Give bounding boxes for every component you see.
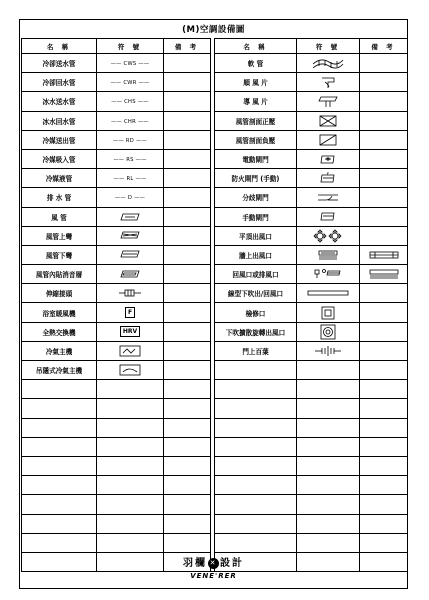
left-symbol bbox=[97, 514, 164, 533]
left-name: 全熱交換機 bbox=[22, 322, 97, 341]
left-name bbox=[22, 456, 97, 475]
right-name: 分歧閘門 bbox=[215, 188, 297, 207]
symbol-drawing bbox=[119, 213, 141, 221]
right-symbol bbox=[297, 92, 360, 111]
symbol-drawing bbox=[318, 117, 338, 125]
right-note bbox=[360, 284, 408, 303]
right-symbol bbox=[297, 169, 360, 188]
right-symbol bbox=[297, 54, 360, 73]
header-left-name: 名 稱 bbox=[22, 39, 97, 54]
left-note bbox=[164, 73, 211, 92]
left-name: 風管內貼消音層 bbox=[22, 265, 97, 284]
left-name: 冰水回水管 bbox=[22, 111, 97, 130]
left-note bbox=[164, 380, 211, 399]
right-note bbox=[360, 169, 408, 188]
left-name: 風管上彎 bbox=[22, 226, 97, 245]
right-note bbox=[360, 399, 408, 418]
left-note bbox=[164, 514, 211, 533]
right-name: 回風口或排風口 bbox=[215, 265, 297, 284]
left-name: 冷媒液管 bbox=[22, 169, 97, 188]
table-row bbox=[22, 284, 408, 303]
right-note bbox=[360, 226, 408, 245]
left-symbol bbox=[97, 341, 164, 360]
symbol-code: —— RD —— bbox=[112, 137, 148, 144]
symbol-drawing bbox=[320, 309, 336, 317]
right-symbol bbox=[297, 533, 360, 552]
table-row bbox=[22, 265, 408, 284]
left-note bbox=[164, 92, 211, 111]
symbol-code: —— CHR —— bbox=[111, 118, 149, 125]
table-row bbox=[22, 207, 408, 226]
symbol-drawing bbox=[318, 136, 338, 144]
symbol-drawing bbox=[119, 232, 141, 240]
table-row bbox=[22, 245, 408, 264]
right-name bbox=[215, 437, 297, 456]
table-row bbox=[22, 341, 408, 360]
symbol-drawing bbox=[316, 193, 340, 201]
symbol-legend-table bbox=[21, 38, 408, 572]
left-note bbox=[164, 226, 211, 245]
left-note bbox=[164, 437, 211, 456]
right-symbol bbox=[297, 226, 360, 245]
left-name: 風 管 bbox=[22, 207, 97, 226]
right-note bbox=[360, 111, 408, 130]
left-name: 排 水 管 bbox=[22, 188, 97, 207]
logo-text-2: 設計 bbox=[220, 558, 244, 569]
right-note bbox=[360, 245, 408, 264]
left-symbol bbox=[97, 130, 164, 149]
table-row bbox=[22, 476, 408, 495]
left-name bbox=[22, 399, 97, 418]
right-note bbox=[360, 341, 408, 360]
symbol-drawing bbox=[119, 270, 141, 278]
left-name bbox=[22, 476, 97, 495]
table-row bbox=[22, 226, 408, 245]
right-note bbox=[360, 130, 408, 149]
right-note bbox=[360, 303, 408, 322]
symbol-drawing bbox=[319, 213, 337, 221]
left-note bbox=[164, 495, 211, 514]
header-right-symbol: 符 號 bbox=[297, 39, 360, 54]
right-symbol bbox=[297, 495, 360, 514]
right-symbol bbox=[297, 207, 360, 226]
left-symbol bbox=[97, 169, 164, 188]
right-note bbox=[360, 322, 408, 341]
right-note bbox=[360, 188, 408, 207]
legend-sheet bbox=[19, 19, 408, 589]
left-name: 冷卻回水管 bbox=[22, 73, 97, 92]
left-note bbox=[164, 533, 211, 552]
symbol-drawing bbox=[119, 347, 141, 355]
table-row bbox=[22, 322, 408, 341]
left-note bbox=[164, 207, 211, 226]
right-name bbox=[215, 361, 297, 380]
left-symbol bbox=[97, 188, 164, 207]
right-name: 線型下吹出/回風口 bbox=[215, 284, 297, 303]
left-symbol bbox=[97, 226, 164, 245]
symbol-code: —— CWR —— bbox=[110, 80, 150, 87]
table-row bbox=[22, 361, 408, 380]
svg-text:F: F bbox=[327, 171, 330, 176]
table-row bbox=[22, 418, 408, 437]
logo-text-1: 羽欄 bbox=[183, 558, 207, 569]
right-symbol bbox=[297, 380, 360, 399]
table-row bbox=[22, 495, 408, 514]
left-note bbox=[164, 399, 211, 418]
left-name bbox=[22, 418, 97, 437]
right-name: 手動閘門 bbox=[215, 207, 297, 226]
table-row bbox=[22, 303, 408, 322]
table-row bbox=[22, 169, 408, 188]
company-logo bbox=[20, 552, 407, 585]
symbol-drawing bbox=[317, 97, 339, 105]
left-symbol bbox=[97, 111, 164, 130]
right-symbol bbox=[297, 437, 360, 456]
symbol-code: —— RS —— bbox=[113, 157, 147, 164]
table-row bbox=[22, 111, 408, 130]
header-right-name: 名 稱 bbox=[215, 39, 297, 54]
left-symbol bbox=[97, 437, 164, 456]
table-row bbox=[22, 514, 408, 533]
left-name: 冷卻送水管 bbox=[22, 54, 97, 73]
table-row bbox=[22, 188, 408, 207]
symbol-code: —— CHS —— bbox=[111, 99, 149, 106]
symbol-code: —— D —— bbox=[114, 195, 146, 202]
symbol-code: HRV bbox=[120, 326, 140, 337]
right-symbol bbox=[297, 188, 360, 207]
right-name: 牆上出風口 bbox=[215, 245, 297, 264]
left-name: 吊隱式冷氣主機 bbox=[22, 361, 97, 380]
left-note bbox=[164, 476, 211, 495]
right-note bbox=[360, 495, 408, 514]
left-name bbox=[22, 495, 97, 514]
table-row bbox=[22, 399, 408, 418]
left-name: 冷媒送出管 bbox=[22, 130, 97, 149]
left-note bbox=[164, 341, 211, 360]
sheet-title: (M)空調設備圖 bbox=[182, 25, 245, 35]
symbol-drawing bbox=[319, 171, 337, 182]
logo-emblem-icon: ✕ bbox=[209, 558, 218, 567]
left-name: 風管下彎 bbox=[22, 245, 97, 264]
right-name bbox=[215, 456, 297, 475]
right-name bbox=[215, 533, 297, 552]
right-note bbox=[360, 380, 408, 399]
symbol-drawing bbox=[319, 155, 337, 163]
right-name bbox=[215, 476, 297, 495]
right-name: 門上百葉 bbox=[215, 341, 297, 360]
symbol-drawing bbox=[320, 78, 336, 86]
left-symbol bbox=[97, 149, 164, 168]
right-symbol bbox=[297, 303, 360, 322]
symbol-code: F bbox=[125, 307, 135, 318]
left-symbol bbox=[97, 322, 164, 341]
left-note bbox=[164, 418, 211, 437]
right-name: 順 風 片 bbox=[215, 73, 297, 92]
right-symbol bbox=[297, 514, 360, 533]
symbol-drawing bbox=[313, 232, 343, 240]
left-symbol bbox=[97, 476, 164, 495]
left-name: 冷氣主機 bbox=[22, 341, 97, 360]
logo-text-en: VENE'RER bbox=[180, 571, 248, 580]
right-name bbox=[215, 418, 297, 437]
note-drawing bbox=[367, 251, 401, 259]
table-row bbox=[22, 380, 408, 399]
table-row bbox=[22, 54, 408, 73]
left-note bbox=[164, 303, 211, 322]
right-symbol bbox=[297, 149, 360, 168]
right-name bbox=[215, 514, 297, 533]
left-symbol bbox=[97, 54, 164, 73]
right-symbol bbox=[297, 322, 360, 341]
left-note bbox=[164, 284, 211, 303]
left-name bbox=[22, 380, 97, 399]
left-name: 冷媒吸入管 bbox=[22, 149, 97, 168]
symbol-drawing bbox=[119, 366, 141, 374]
right-symbol bbox=[297, 418, 360, 437]
right-name: 電動閘門 bbox=[215, 149, 297, 168]
symbol-drawing bbox=[313, 347, 343, 355]
right-name: 下吹擴散旋轉出風口 bbox=[215, 322, 297, 341]
symbol-drawing bbox=[314, 270, 342, 278]
right-note bbox=[360, 361, 408, 380]
right-note bbox=[360, 207, 408, 226]
left-symbol bbox=[97, 92, 164, 111]
right-symbol bbox=[297, 476, 360, 495]
left-symbol bbox=[97, 361, 164, 380]
right-name bbox=[215, 495, 297, 514]
right-symbol bbox=[297, 284, 360, 303]
right-name: 導 風 片 bbox=[215, 92, 297, 111]
right-note bbox=[360, 476, 408, 495]
right-name bbox=[215, 399, 297, 418]
symbol-drawing bbox=[306, 289, 350, 297]
table-row bbox=[22, 149, 408, 168]
left-note bbox=[164, 456, 211, 475]
left-symbol bbox=[97, 284, 164, 303]
right-note bbox=[360, 265, 408, 284]
right-name bbox=[215, 380, 297, 399]
left-symbol bbox=[97, 495, 164, 514]
right-note bbox=[360, 533, 408, 552]
left-symbol bbox=[97, 456, 164, 475]
left-note bbox=[164, 322, 211, 341]
left-symbol bbox=[97, 303, 164, 322]
left-symbol bbox=[97, 380, 164, 399]
right-symbol bbox=[297, 245, 360, 264]
right-name: 風管剖面正壓 bbox=[215, 111, 297, 130]
left-name: 浴室暖風機 bbox=[22, 303, 97, 322]
left-note bbox=[164, 169, 211, 188]
symbol-drawing bbox=[119, 251, 141, 259]
table-row bbox=[22, 130, 408, 149]
left-note bbox=[164, 361, 211, 380]
left-note bbox=[164, 245, 211, 264]
left-note bbox=[164, 265, 211, 284]
left-note bbox=[164, 130, 211, 149]
right-symbol bbox=[297, 111, 360, 130]
header-right-note: 備 考 bbox=[360, 39, 408, 54]
right-name: 平頂出風口 bbox=[215, 226, 297, 245]
table-row bbox=[22, 73, 408, 92]
left-note bbox=[164, 149, 211, 168]
table-row bbox=[22, 437, 408, 456]
left-symbol bbox=[97, 399, 164, 418]
right-note bbox=[360, 54, 408, 73]
right-symbol bbox=[297, 399, 360, 418]
table-row bbox=[22, 533, 408, 552]
right-note bbox=[360, 92, 408, 111]
left-symbol bbox=[97, 207, 164, 226]
right-name: 防火閘門 (手動) bbox=[215, 169, 297, 188]
right-symbol bbox=[297, 265, 360, 284]
right-note bbox=[360, 456, 408, 475]
left-name bbox=[22, 514, 97, 533]
left-symbol bbox=[97, 265, 164, 284]
right-name: 檢修口 bbox=[215, 303, 297, 322]
left-note bbox=[164, 54, 211, 73]
right-name: 風管剖面負壓 bbox=[215, 130, 297, 149]
header-left-symbol: 符 號 bbox=[97, 39, 164, 54]
note-drawing bbox=[367, 270, 401, 278]
symbol-code: —— RL —— bbox=[113, 176, 147, 183]
left-symbol bbox=[97, 533, 164, 552]
right-name: 軟 管 bbox=[215, 54, 297, 73]
left-name: 冰水送水管 bbox=[22, 92, 97, 111]
left-note bbox=[164, 111, 211, 130]
left-symbol bbox=[97, 73, 164, 92]
left-symbol bbox=[97, 245, 164, 264]
right-note bbox=[360, 418, 408, 437]
symbol-drawing bbox=[320, 328, 336, 336]
right-note bbox=[360, 149, 408, 168]
left-name bbox=[22, 437, 97, 456]
symbol-drawing bbox=[311, 59, 345, 67]
right-note bbox=[360, 73, 408, 92]
symbol-drawing bbox=[316, 251, 340, 259]
right-note bbox=[360, 437, 408, 456]
left-name bbox=[22, 533, 97, 552]
left-symbol bbox=[97, 418, 164, 437]
header-left-note: 備 考 bbox=[164, 39, 211, 54]
right-symbol bbox=[297, 361, 360, 380]
left-note bbox=[164, 188, 211, 207]
table-row bbox=[22, 92, 408, 111]
left-name: 伸縮接頭 bbox=[22, 284, 97, 303]
right-symbol bbox=[297, 456, 360, 475]
symbol-code: —— CWS —— bbox=[110, 61, 150, 68]
right-note bbox=[360, 514, 408, 533]
table-row bbox=[22, 456, 408, 475]
right-symbol bbox=[297, 73, 360, 92]
symbol-drawing bbox=[117, 289, 143, 297]
right-symbol bbox=[297, 341, 360, 360]
right-symbol bbox=[297, 130, 360, 149]
